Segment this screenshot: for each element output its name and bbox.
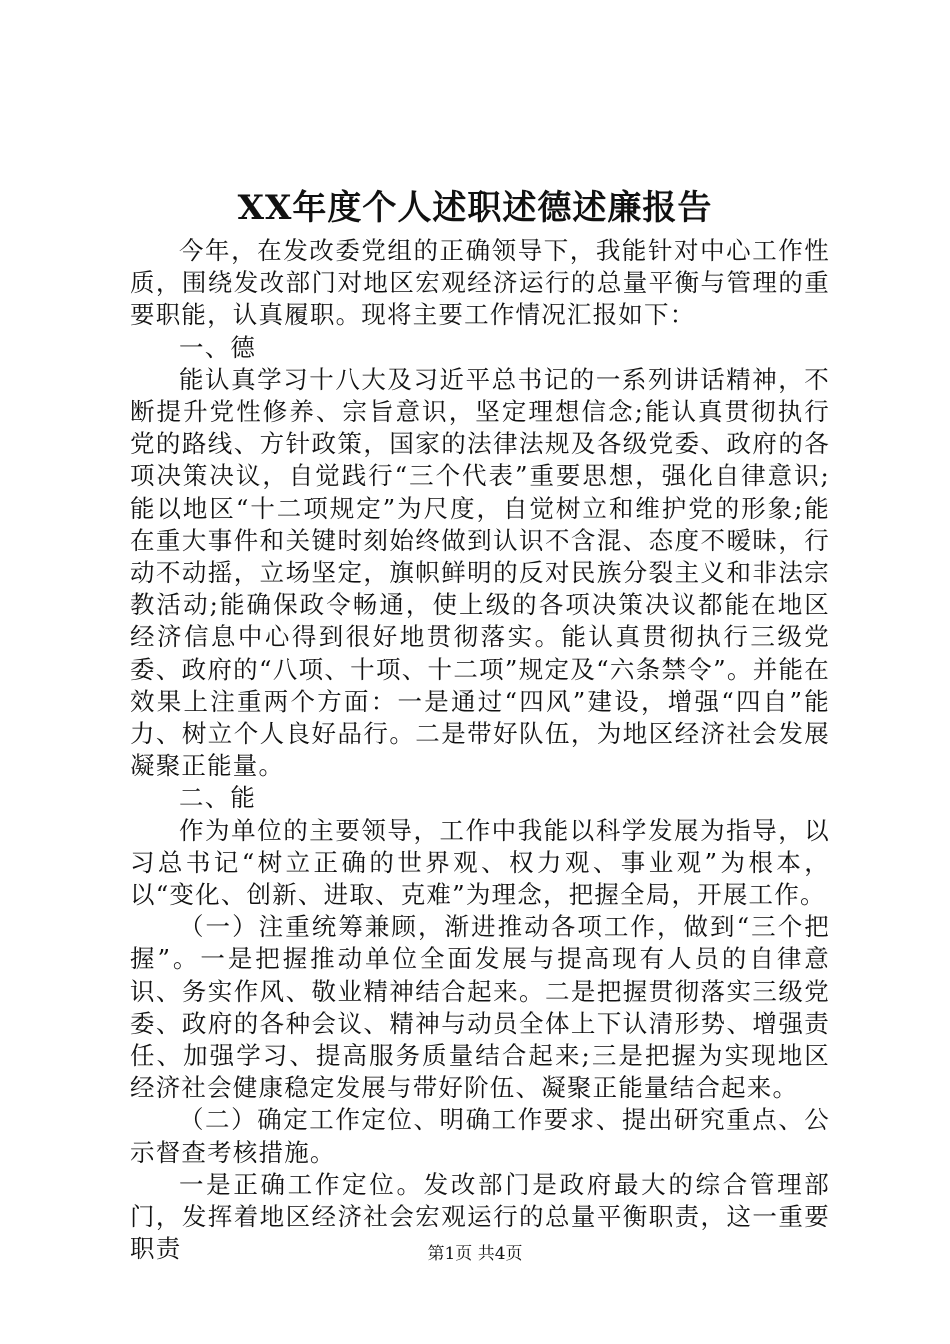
section-heading-neng: 二、能 [179,783,257,813]
work-positioning-paragraph: 一是正确工作定位。发改部门是政府最大的综合管理部门，发挥着地区经济社会宏观运行的总量平衡职责，这一重要职责 [130,1169,830,1264]
page-footer: 第1页 共4页 [427,1244,523,1264]
subsection-two-paragraph: （二）确定工作定位、明确工作要求、提出研究重点、公示督查考核措施。 [130,1105,830,1167]
document-body [130,235,830,1266]
section-heading-de: 一、德 [179,332,257,362]
neng-paragraph: 作为单位的主要领导，工作中我能以科学发展为指导，以习总书记“树立正确的世界观、权力观、事业观”为根本，以“变化、创新、进取、克难”为理念，把握全局，开展工作。 [130,815,830,910]
de-paragraph: 能认真学习十八大及习近平总书记的一系列讲话精神，不断提升党性修养、宗旨意识，坚定理想信念;能认真贯彻执行党的路线、方针政策，国家的法律法规及各级党委、政府的各项决策决议，自觉践行“三个代表”重要思想，强化自律意识;能以地区“十二项规定”为尺度，自觉树立和维护党的形象;能在重大事件和关键时刻始终做到认识不含混、态度不暧昧，行动不动摇，立场坚定，旗帜鲜明的反对民族分裂主义和非法宗教活动;能确保政令畅通，使上级的各项决策决议都能在地区经济信息中心得到很好地贯彻落实。能认真贯彻执行三级党委、政府的“八项、十项、十二项”规定及“六条禁令”。并能在效果上注重两个方面：一是通过“四风”建设，增强“四自”能力、树立个人良好品行。二是带好队伍，为地区经济社会发展凝聚正能量。 [130,364,830,781]
intro-paragraph: 今年，在发改委党组的正确领导下，我能针对中心工作性质，围绕发改部门对地区宏观经济运行的总量平衡与管理的重要职能，认真履职。现将主要工作情况汇报如下： [130,236,830,330]
subsection-one-paragraph: （一）注重统筹兼顾，渐进推动各项工作，做到“三个把握”。一是把握推动单位全面发展与提高现有人员的自律意识、务实作风、敬业精神结合起来。二是把握贯彻落实三级党委、政府的各种会议、精神与动员全体上下认清形势、增强责任、加强学习、提高服务质量结合起来;三是把握为实现地区经济社会健康稳定发展与带好阶伍、凝聚正能量结合起来。 [130,912,830,1103]
document-title: XX年度个人述职述德述廉报告 [237,188,713,228]
